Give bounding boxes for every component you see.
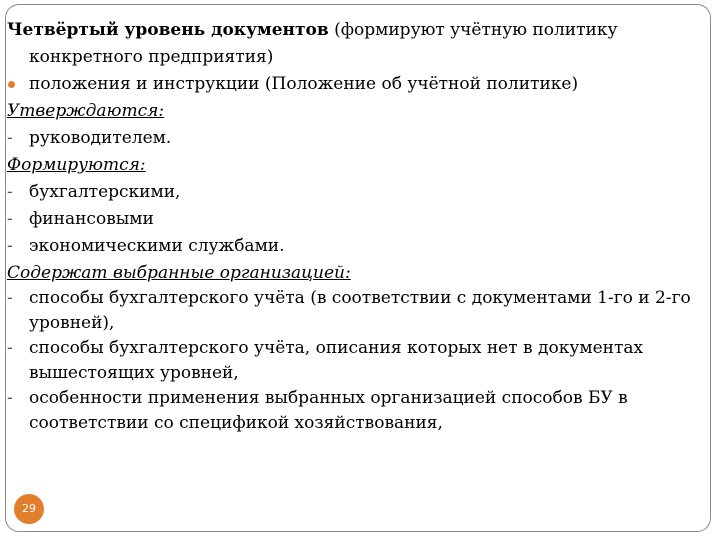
list-item-text: руководителем. (29, 128, 172, 148)
dash-marker: - (7, 388, 13, 408)
list-item-text: способы бухгалтерского учёта (в соответствии с документами 1-го и 2-го (29, 288, 691, 308)
list-item-text: экономическими службами. (29, 236, 285, 256)
list-item-text: бухгалтерскими, (29, 182, 181, 202)
title-continuation: конкретного предприятия) (29, 47, 274, 67)
page-number-badge: 29 (14, 494, 44, 524)
bullet-dot-icon (8, 81, 15, 88)
list-item-continuation (7, 360, 707, 387)
list-item (7, 179, 707, 206)
section-heading: Формируются: (7, 155, 146, 175)
slide-title (7, 17, 707, 44)
list-item-continuation (7, 310, 707, 337)
title-rest: (формируют учётную политику (328, 20, 618, 40)
section-heading: Утверждаются: (7, 101, 165, 121)
bullet-text: положения и инструкции (Положение об учётной политике) (29, 74, 579, 94)
bullet-item (7, 71, 707, 98)
list-item-continuation (7, 410, 707, 437)
list-item (7, 206, 707, 233)
list-item (7, 125, 707, 152)
list-item-text: соответствии со спецификой хозяйствования, (29, 413, 443, 433)
slide-content (7, 17, 707, 437)
dash-marker: - (7, 128, 13, 148)
list-item-text: способы бухгалтерского учёта, описания которых нет в документах (29, 338, 644, 358)
list-item (7, 337, 707, 360)
section-heading: Содержат выбранные организацией: (7, 263, 351, 283)
sections-container (7, 98, 707, 437)
list-item (7, 387, 707, 410)
dash-marker: - (7, 288, 13, 308)
list-item-text: особенности применения выбранных организацией способов БУ в (29, 388, 628, 408)
list-item (7, 287, 707, 310)
list-item-text: уровней), (29, 313, 115, 333)
dash-marker: - (7, 182, 13, 202)
list-item (7, 233, 707, 260)
list-item-text: вышестоящих уровней, (29, 363, 239, 383)
dash-marker: - (7, 209, 13, 229)
dash-marker: - (7, 338, 13, 358)
title-bold: Четвёртый уровень документов (7, 20, 329, 40)
dash-marker: - (7, 236, 13, 256)
list-item-text: финансовыми (29, 209, 154, 229)
